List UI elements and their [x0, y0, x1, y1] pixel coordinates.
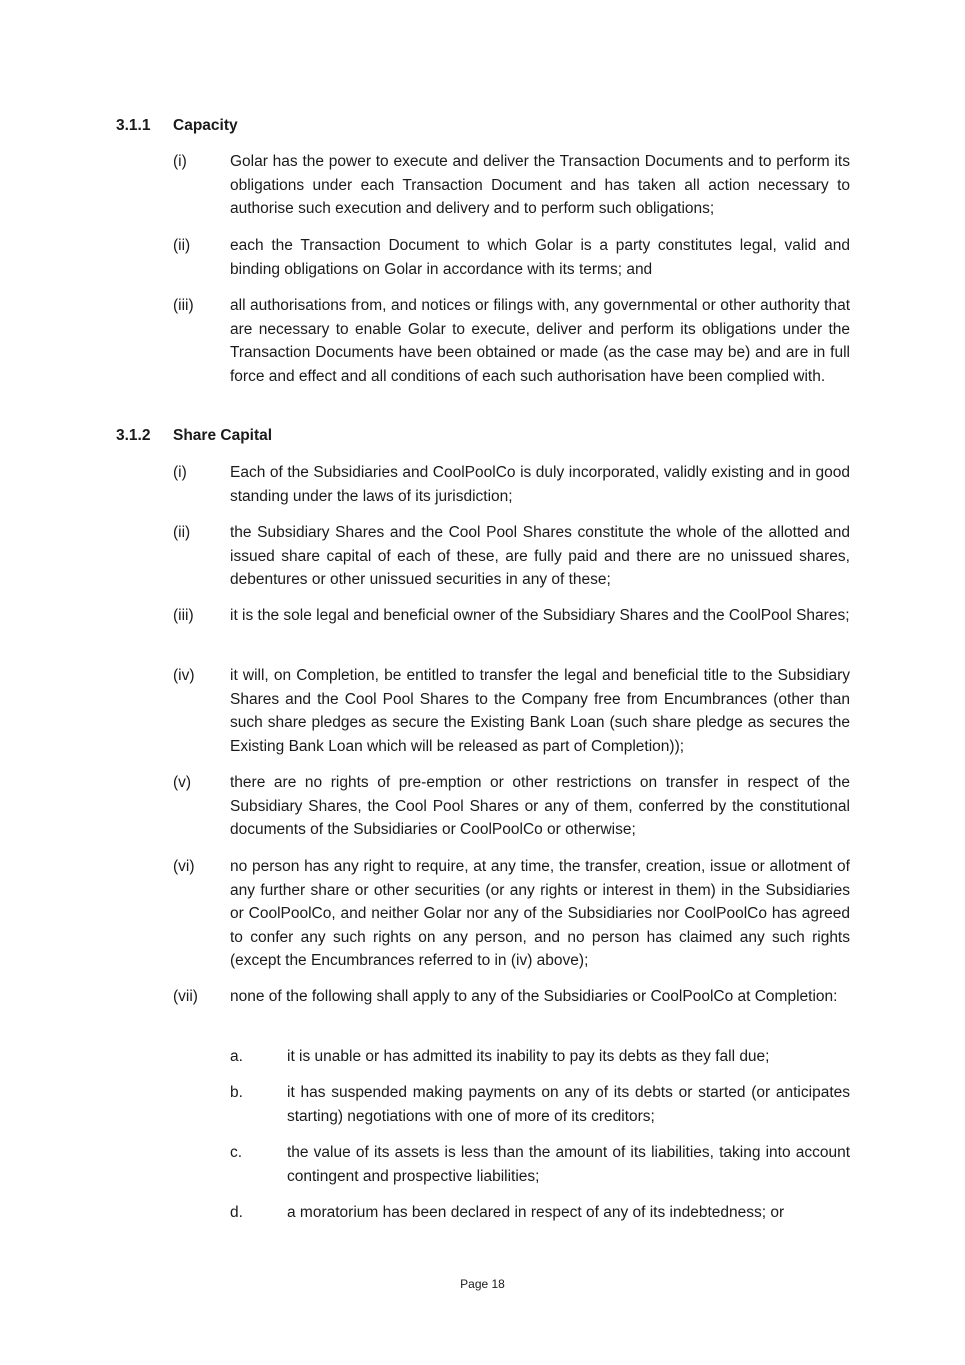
clause-item: [173, 461, 850, 508]
clause-label: (iii): [173, 297, 194, 314]
subclause-item: [230, 1045, 850, 1069]
clause-text: it is the sole legal and beneficial owner of the Subsidiary Shares and the CoolPool Shares;: [230, 607, 850, 624]
clause-item: [173, 855, 850, 973]
section-title: Share Capital: [173, 427, 273, 444]
clause-item: [173, 664, 850, 758]
clause-item: [173, 150, 850, 221]
section-heading-share-capital: [116, 424, 272, 448]
subclause-label: a.: [230, 1048, 243, 1065]
subclause-text: the value of its assets is less than the amount of its liabilities, taking into account contingent and prospective liabilities;: [287, 1144, 850, 1185]
subclause-label: d.: [230, 1204, 243, 1221]
clause-text: the Subsidiary Shares and the Cool Pool Shares constitute the whole of the allotted and issued share capital of each of these, are fully paid and there are no unissued shares, debentures or other unissued securities in any of these;: [230, 524, 850, 589]
clause-label: (iii): [173, 607, 194, 624]
clause-text: Golar has the power to execute and deliver the Transaction Documents and to perform its obligations under each Transaction Document and has taken all action necessary to authorise such execution and delivery and to perform such obligations;: [230, 153, 850, 218]
subclause-item: [230, 1201, 850, 1225]
section-number: 3.1.1: [116, 117, 151, 134]
clause-text: none of the following shall apply to any of the Subsidiaries or CoolPoolCo at Completion:: [230, 988, 838, 1005]
clause-text: Each of the Subsidiaries and CoolPoolCo is duly incorporated, validly existing and in good standing under the laws of its jurisdiction;: [230, 464, 850, 505]
clause-label: (v): [173, 774, 192, 791]
subclause-label: b.: [230, 1084, 243, 1101]
clause-text: no person has any right to require, at any time, the transfer, creation, issue or allotment of any further share or other securities (or any rights or interest in them) in the Subsidiaries or CoolPoolCo, and neither Golar nor any of the Subsidiaries nor CoolPoolCo has agreed to confer any such rights on any person, and no person has claimed any such rights (except the Encumbrances referred to in (iv) above);: [230, 858, 850, 970]
subclause-item: [230, 1141, 850, 1188]
clause-item: [173, 521, 850, 592]
clause-text: all authorisations from, and notices or filings with, any governmental or other authority that are necessary to enable Golar to execute, deliver and perform its obligations under the Transaction Documents have been obtained or made (as the case may be) and are in full force and effect and all conditions of each such authorisation have been complied with.: [230, 297, 850, 385]
clause-label: (vii): [173, 988, 198, 1005]
clause-text: each the Transaction Document to which Golar is a party constitutes legal, valid and binding obligations on Golar in accordance with its terms; and: [230, 237, 850, 278]
clause-item: [173, 234, 850, 281]
section-number: 3.1.2: [116, 427, 151, 444]
subclause-item: [230, 1081, 850, 1128]
clause-item: [173, 771, 850, 842]
page-number: Page 18: [460, 1277, 505, 1291]
clause-item: [173, 604, 850, 628]
clause-item: [173, 985, 850, 1009]
section-heading-capacity: [116, 114, 238, 138]
clause-label: (i): [173, 464, 187, 481]
clause-text: there are no rights of pre-emption or other restrictions on transfer in respect of the Subsidiary Shares, the Cool Pool Shares or any of them, conferred by the constitutional documents of the Subsidiaries or CoolPoolCo or otherwise;: [230, 774, 850, 839]
clause-label: (iv): [173, 667, 195, 684]
clause-label: (i): [173, 153, 187, 170]
clause-label: (vi): [173, 858, 195, 875]
clause-item: [173, 294, 850, 388]
subclause-text: a moratorium has been declared in respect of any of its indebtedness; or: [287, 1204, 785, 1221]
clause-text: it will, on Completion, be entitled to transfer the legal and beneficial title to the Subsidiary Shares and the Cool Pool Shares to the Company free from Encumbrances (other than such share pledges as secure the Existing Bank Loan (such share pledge as secures the Existing Bank Loan which will be released as part of Completion));: [230, 667, 850, 755]
subclause-text: it is unable or has admitted its inability to pay its debts as they fall due;: [287, 1048, 770, 1065]
subclause-label: c.: [230, 1144, 243, 1161]
section-title: Capacity: [173, 117, 238, 134]
clause-label: (ii): [173, 237, 191, 254]
subclause-text: it has suspended making payments on any of its debts or started (or anticipates starting) negotiations with one of more of its creditors;: [287, 1084, 850, 1125]
clause-label: (ii): [173, 524, 191, 541]
